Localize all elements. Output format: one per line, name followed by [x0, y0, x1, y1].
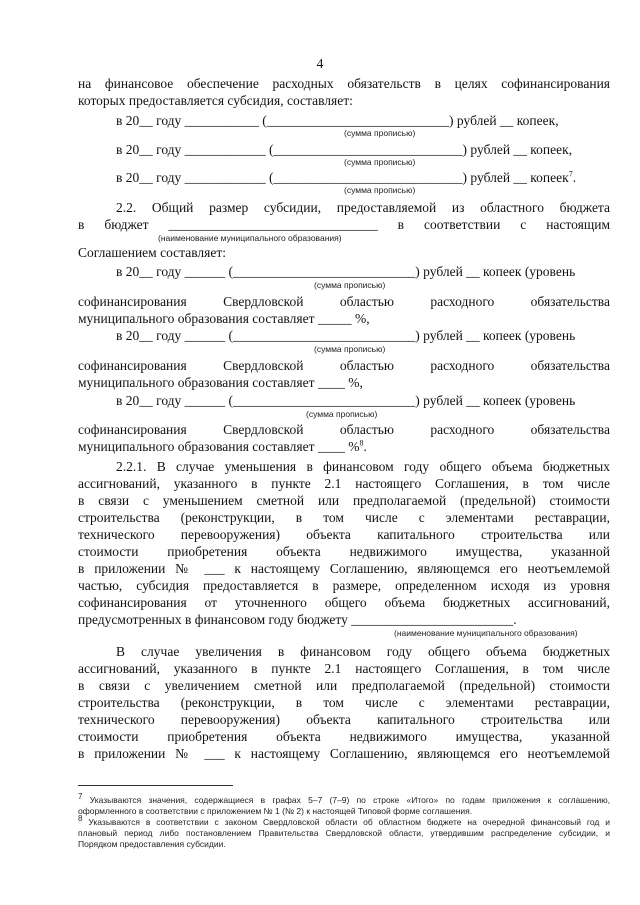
year-line: в 20__ году ______ (___________________________) рублей __ копеек (уровень: [116, 393, 576, 408]
footnote-7-line: $^7$ Указываются значения, содержащиеся в графах 5–7 (7–9) по строке «Итого» по годам приложения к соглашению,: [78, 792, 610, 805]
year-line: в 20__ году ___________ (___________________________) рублей __ копеек,: [116, 113, 559, 128]
section-2-2-1-line: технического перевооружения) объекта капитального строительства или: [78, 527, 610, 542]
caption-municipality: (наименование муниципального образования): [394, 628, 578, 638]
intro-line: на финансовое обеспечение расходных обязательств в целях софинансирования: [78, 76, 610, 91]
footnote-8-line: $^8$ Указываются в соответствии с законом Свердловской области об областном бюджете на очередной финансовый год и: [78, 814, 611, 827]
year-line: в 20__ году ____________ (____________________________) рублей __ копеек,: [116, 142, 573, 157]
intro-line: которых предоставляется субсидия, составляет:: [78, 93, 353, 108]
footnote-8-line: Порядком предоставления субсидии.: [78, 839, 226, 849]
cofin-line: софинансирования Свердловской областью расходного обязательства: [78, 358, 610, 373]
year-line: в 20__ году ____________ (____________________________) рублей __ копеек$^7$.: [116, 169, 577, 185]
increase-line: В случае увеличения в финансовом году общего объема бюджетных: [116, 644, 610, 659]
section-2-2-1-line: 2.2.1. В случае уменьшения в финансовом году общего объема бюджетных: [116, 459, 610, 474]
year-line: в 20__ году ______ (___________________________) рублей __ копеек (уровень: [116, 328, 576, 343]
increase-line: строительства (реконструкции, в том числе с элементами реставрации,: [78, 695, 610, 710]
footnote-ref-8: 8: [359, 438, 364, 448]
caption-municipality: (наименование муниципального образования): [158, 233, 342, 243]
cofin-line: софинансирования Свердловской областью расходного обязательства: [78, 422, 610, 437]
caption-sum: (сумма прописью): [344, 185, 416, 195]
increase-line: технического перевооружения) объекта капитального строительства или: [78, 712, 610, 727]
increase-line: ассигнований, указанного в пункте 2.1 настоящего Соглашения, в том числе: [78, 661, 610, 676]
section-2-2-1-line: строительства (реконструкции, в том числе с элементами реставрации,: [78, 510, 610, 525]
increase-line: стоимости приобретения объекта недвижимого имущества, указанной: [78, 729, 610, 744]
cofin-line: софинансирования Свердловской областью расходного обязательства: [78, 294, 610, 309]
increase-line: в связи с увеличением сметной или предполагаемой (предельной) стоимости: [78, 678, 610, 693]
section-2-2-1-line: софинансирования от уточненного общего объема бюджетных ассигнований,: [78, 595, 610, 610]
year-line: в 20__ году ______ (___________________________) рублей __ копеек (уровень: [116, 264, 576, 279]
footnote-8-line: плановый период либо постановлением Правительства Свердловской области, утвердившим распределение субсидии, и: [78, 828, 610, 838]
muni-line: муниципального образования составляет ____ %,: [78, 375, 363, 390]
caption-sum: (сумма прописью): [344, 157, 416, 167]
caption-sum: (сумма прописью): [314, 280, 386, 290]
caption-sum: (сумма прописью): [314, 344, 386, 354]
section-2-2-line: Соглашением составляет:: [78, 245, 226, 260]
increase-line: в приложении № ___ к настоящему Соглашению, являющемся его неотъемлемой: [78, 746, 610, 761]
footnote-ref-7: 7: [568, 169, 573, 179]
caption-sum: (сумма прописью): [344, 128, 416, 138]
muni-line: муниципального образования составляет _____ %,: [78, 311, 370, 326]
page-number: 4: [316, 56, 324, 71]
section-2-2-1-line: ассигнований, указанного в пункте 2.1 настоящего Соглашения, в том числе: [78, 476, 610, 491]
footnote-7-line: оформленного в соответствии с приложением № 1 (№ 2) к настоящей Типовой форме соглашения.: [78, 806, 473, 816]
section-2-2-1-line: в приложении № ___ к настоящему Соглашению, являющемся его неотъемлемой: [78, 561, 610, 576]
section-2-2-1-line: предусмотренных в финансовом году бюджету ________________________.: [78, 612, 517, 627]
muni-line: муниципального образования составляет ____ %$^8$.: [78, 438, 367, 454]
section-2-2-1-line: частью, субсидия предоставляется в размере, определенном исходя из уровня: [78, 578, 610, 593]
caption-sum: (сумма прописью): [306, 409, 378, 419]
section-2-2-line: 2.2. Общий размер субсидии, предоставляемой из областного бюджета: [116, 200, 610, 215]
section-2-2-1-line: в связи с уменьшением сметной или предполагаемой (предельной) стоимости: [78, 493, 610, 508]
section-2-2-1-line: стоимости приобретения объекта недвижимого имущества, указанной: [78, 544, 610, 559]
footnote-divider: [78, 785, 233, 786]
section-2-2-line: в бюджет _______________________________ в соответствии с настоящим: [78, 217, 610, 232]
